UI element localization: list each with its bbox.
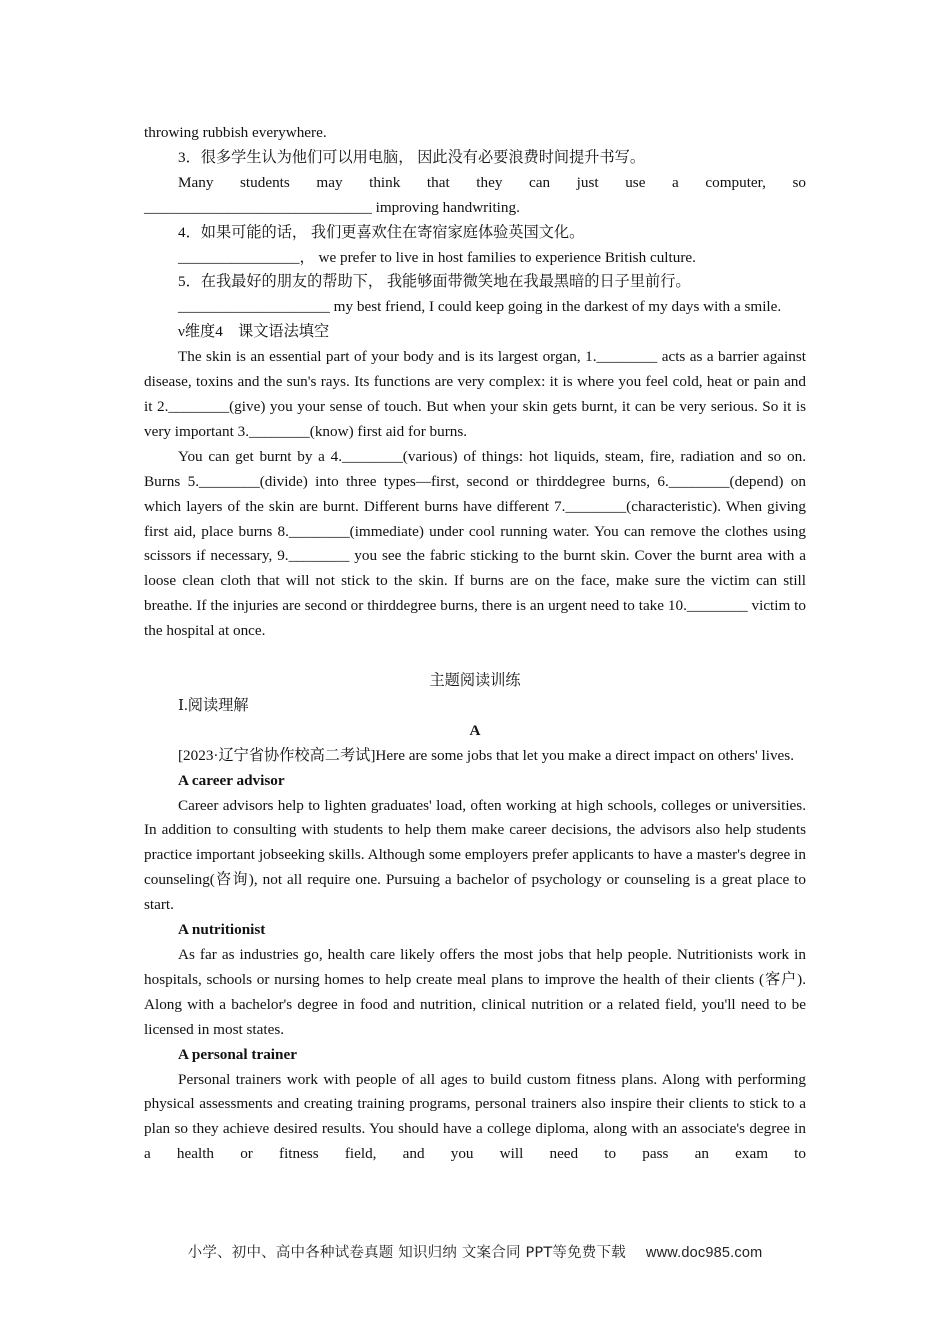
page-footer [0,1241,950,1262]
job-description: As far as industries go, health care likely offers the most jobs that help people. Nutritionists work in hospitals, schools or nursing homes to help create meal plans to improve the health of their clients (客户). Along with a bachelor's degree in food and nutrition, clinical nutrition or a related field, you'll need to be licensed in most states. [144,946,806,1038]
job-title: A nutritionist [178,921,266,939]
question-5-english: ____________________ my best friend, I could keep going in the darkest of my days with a smile. [178,298,782,316]
job-title: A career advisor [178,771,285,789]
document-page [144,121,806,1167]
question-3-english: Many students may think that they can just use a computer, so [178,173,806,191]
footer-url[interactable]: www.doc985.com [645,1245,763,1261]
passage-intro: [2023·辽宁省协作校高二考试]Here are some jobs that let you make a direct impact on others' lives. [178,746,794,764]
question-5-chinese: 5．在我最好的朋友的帮助下， 我能够面带微笑地在我最黑暗的日子里前行。 [178,273,691,291]
passage-letter: A [469,721,481,739]
grammar-paragraph-1: The skin is an essential part of your body and is its largest organ, 1.________ acts as a barrier against disease, toxins and the sun's rays. Its functions are very complex: it is where you feel cold, heat or pain and it 2.________(give) you your sense of touch. But when your skin gets burnt, it can be very serious. So it is very important 3.________(know) first aid for burns. [144,348,806,440]
section-title: 主题阅读训练 [429,672,521,690]
question-4-chinese: 4．如果可能的话， 我们更喜欢住在寄宿家庭体验英国文化。 [178,223,585,241]
dimension-4-heading: ν维度4 课文语法填空 [178,323,330,341]
job-title: A personal trainer [178,1045,297,1063]
text-line: throwing rubbish everywhere. [144,124,327,141]
footer-text: 小学、初中、高中各种试卷真题 知识归纳 文案合同 PPT等免费下载 [187,1245,626,1261]
question-4-english: ________________， we prefer to live in host families to experience British culture. [178,248,696,266]
grammar-paragraph-2: You can get burnt by a 4.________(various) of things: hot liquids, steam, fire, radiation and so on. Burns 5.________(divide) into three types—first, second or thirddegree burns, 6.________(depend) on which layers of the skin are burnt. Different burns have different 7.________(characteristic). When giving first aid, place burns 8.________(immediate) under cool running water. You can remove the clothes using scissors if necessary, 9.________ you see the fabric sticking to the burnt skin. Cover the burnt area with a loose clean cloth that will not stick to the skin. If burns are on the face, make sure the victim can still breathe. If the injuries are second or thirddegree burns, there is an urgent need to take 10.________ victim to the hospital at once. [144,447,806,640]
job-description: Career advisors help to lighten graduates' load, often working at high schools, colleges or universities. In addition to consulting with students to help them make career decisions, the advisors also help students practice important jobseeking skills. Although some employers prefer applicants to have a master's degree in counseling(咨询), not all require one. Pursuing a bachelor of psychology or counseling is a great place to start. [144,796,806,914]
job-description: Personal trainers work with people of all ages to build custom fitness plans. Along with performing physical assessments and creating training programs, personal trainers also inspire their clients to stick to a plan so they achieve desired results. You should have a college diploma, along with an associate's degree in a health or fitness field, and you will need to pass an exam to [144,1070,806,1163]
part-heading: Ⅰ.阅读理解 [178,696,249,714]
question-3-blank: ______________________________ improving handwriting. [144,198,520,216]
question-3-chinese: 3．很多学生认为他们可以用电脑， 因此没有必要浪费时间提升书写。 [178,148,646,166]
